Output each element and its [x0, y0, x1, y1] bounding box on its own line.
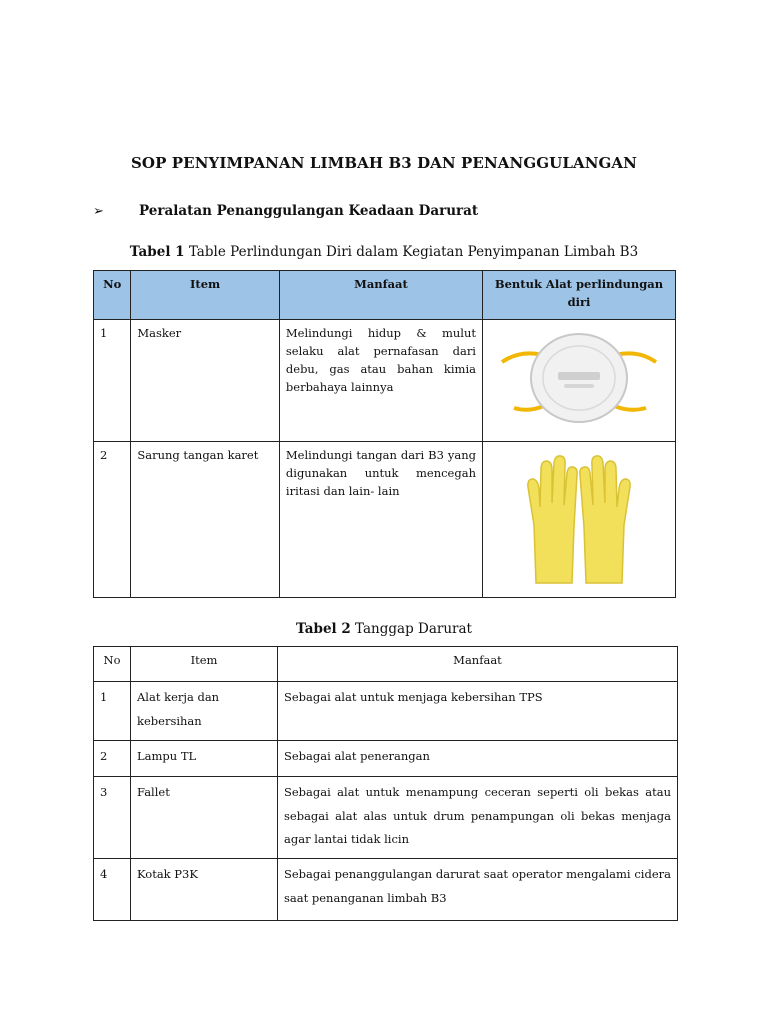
header-benefit: Manfaat — [279, 271, 482, 320]
arrow-bullet-icon: ➢ — [93, 204, 104, 219]
section-heading: Peralatan Penanggulangan Keadaan Darurat — [139, 203, 479, 219]
row-item: Fallet — [131, 777, 278, 859]
row-item: Lampu TL — [131, 741, 278, 777]
rubber-gloves-icon — [514, 447, 644, 587]
row-benefit: Sebagai penanggulangan darurat saat operator mengalami cidera saat penanganan limbah B3 — [278, 859, 678, 921]
table-row — [94, 682, 678, 741]
table-header-row — [94, 271, 676, 320]
row-benefit: Melindungi hidup & mulut selaku alat pernafasan dari debu, gas atau bahan kimia berbahaya lainnya — [279, 320, 482, 442]
row-benefit: Sebagai alat untuk menampung ceceran seperti oli bekas atau sebagai alat alas untuk drum penampungan oli bekas menjaga agar lantai tidak licin — [278, 777, 678, 859]
table2-caption-text: Tanggap Darurat — [350, 621, 472, 637]
table1-caption-text: Table Perlindungan Diri dalam Kegiatan Penyimpanan Limbah B3 — [184, 244, 639, 260]
row-benefit: Melindungi tangan dari B3 yang digunakan untuk mencegah iritasi dan lain- lain — [279, 442, 482, 598]
table-header-row — [94, 647, 678, 682]
row-number: 2 — [94, 442, 131, 598]
table-row — [94, 777, 678, 859]
header-no: No — [94, 271, 131, 320]
header-item: Item — [131, 271, 280, 320]
row-number: 1 — [94, 320, 131, 442]
respirator-mask-image — [483, 320, 676, 442]
row-number: 3 — [94, 777, 131, 859]
table-row — [94, 741, 678, 777]
row-item: Alat kerja dan kebersihan — [131, 682, 278, 741]
row-item: Masker — [131, 320, 280, 442]
row-item: Kotak P3K — [131, 859, 278, 921]
section-heading-row — [93, 203, 478, 219]
table2-caption — [0, 621, 768, 637]
table-row — [94, 859, 678, 921]
emergency-response-table — [93, 646, 678, 921]
header-no: No — [94, 647, 131, 682]
row-benefit: Sebagai alat penerangan — [278, 741, 678, 777]
table-row — [94, 320, 676, 442]
row-number: 2 — [94, 741, 131, 777]
protective-equipment-table — [93, 270, 676, 598]
row-item: Sarung tangan karet — [131, 442, 280, 598]
table1-caption-label: Tabel 1 — [129, 244, 185, 260]
table-row — [94, 442, 676, 598]
table1-caption — [0, 244, 768, 260]
row-benefit: Sebagai alat untuk menjaga kebersihan TPS — [278, 682, 678, 741]
row-number: 1 — [94, 682, 131, 741]
respirator-mask-icon — [494, 322, 664, 434]
header-form: Bentuk Alat perlindungan diri — [483, 271, 676, 320]
rubber-gloves-image — [483, 442, 676, 598]
document-title: SOP PENYIMPANAN LIMBAH B3 DAN PENANGGULANGAN — [131, 154, 637, 172]
row-number: 4 — [94, 859, 131, 921]
table2-caption-label: Tabel 2 — [296, 621, 351, 637]
header-item: Item — [131, 647, 278, 682]
header-benefit: Manfaat — [278, 647, 678, 682]
